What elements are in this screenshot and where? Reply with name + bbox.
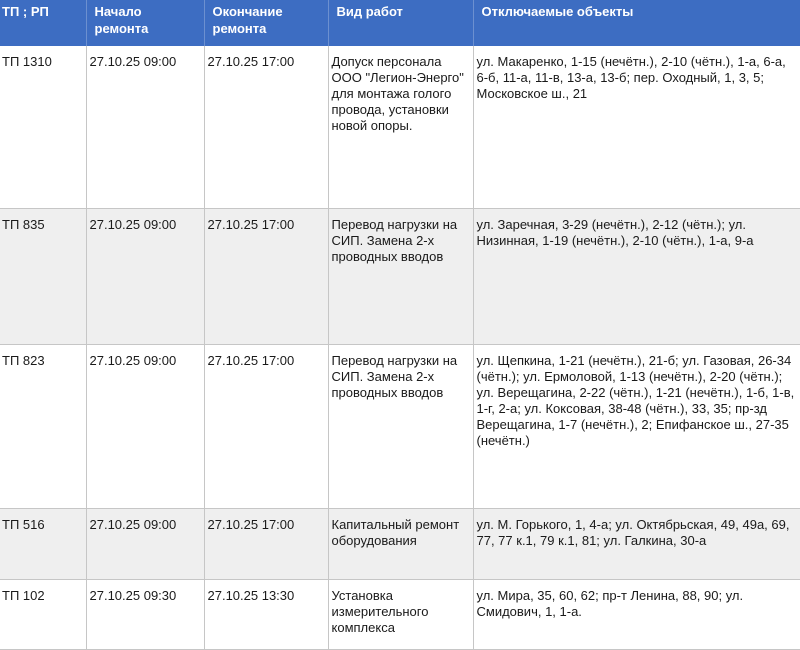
header-start: Начало ремонта <box>86 0 204 46</box>
cell-objects: ул. Щепкина, 1-21 (нечётн.), 21-б; ул. Газовая, 26-34 (чётн.); ул. Ермоловой, 1-13 (нечётн.), 2-20 (чётн.); ул. Верещагина, 2-22 (чётн.), 1-21 (нечётн.), 1-б, 1-в, 1-г, 2-а; ул. Коксовая, 38-48 (чётн.), 33, 35; пр-зд Верещагина, 1-7 (нечётн.), 2; Епифанское ш., 27-35 (нечётн.) <box>473 344 800 508</box>
header-tp: ТП ; РП <box>0 0 86 46</box>
cell-end: 27.10.25 13:30 <box>204 579 328 649</box>
cell-work: Установка измерительного комплекса <box>328 579 473 649</box>
cell-end: 27.10.25 17:00 <box>204 344 328 508</box>
cell-work: Перевод нагрузки на СИП. Замена 2-х проводных вводов <box>328 344 473 508</box>
header-work: Вид работ <box>328 0 473 46</box>
cell-objects: ул. М. Горького, 1, 4-а; ул. Октябрьская, 49, 49а, 69, 77, 77 к.1, 79 к.1, 81; ул. Галкина, 30-а <box>473 508 800 579</box>
cell-start: 27.10.25 09:00 <box>86 208 204 344</box>
cell-tp: ТП 835 <box>0 208 86 344</box>
cell-tp: ТП 102 <box>0 579 86 649</box>
table-row <box>0 46 800 208</box>
cell-end: 27.10.25 17:00 <box>204 46 328 208</box>
table-row <box>0 579 800 649</box>
table-row <box>0 208 800 344</box>
cell-tp: ТП 1310 <box>0 46 86 208</box>
cell-objects: ул. Мира, 35, 60, 62; пр-т Ленина, 88, 90; ул. Смидович, 1, 1-а. <box>473 579 800 649</box>
cell-start: 27.10.25 09:00 <box>86 46 204 208</box>
table-body <box>0 46 800 649</box>
cell-work: Капитальный ремонт оборудования <box>328 508 473 579</box>
cell-start: 27.10.25 09:00 <box>86 344 204 508</box>
header-objects: Отключаемые объекты <box>473 0 800 46</box>
cell-end: 27.10.25 17:00 <box>204 508 328 579</box>
cell-objects: ул. Заречная, 3-29 (нечётн.), 2-12 (чётн.); ул. Низинная, 1-19 (нечётн.), 2-10 (чётн.), 1-а, 9-а <box>473 208 800 344</box>
cell-end: 27.10.25 17:00 <box>204 208 328 344</box>
cell-tp: ТП 516 <box>0 508 86 579</box>
table-row <box>0 344 800 508</box>
cell-start: 27.10.25 09:00 <box>86 508 204 579</box>
cell-work: Перевод нагрузки на СИП. Замена 2-х проводных вводов <box>328 208 473 344</box>
header-end: Окончание ремонта <box>204 0 328 46</box>
cell-objects: ул. Макаренко, 1-15 (нечётн.), 2-10 (чётн.), 1-а, 6-а, 6-б, 11-а, 11-в, 13-а, 13-б; пер. Оходный, 1, 3, 5; Московское ш., 21 <box>473 46 800 208</box>
cell-work: Допуск персонала ООО "Легион-Энерго" для монтажа голого провода, установки новой опоры. <box>328 46 473 208</box>
table-header <box>0 0 800 46</box>
cell-start: 27.10.25 09:30 <box>86 579 204 649</box>
header-row <box>0 0 800 46</box>
cell-tp: ТП 823 <box>0 344 86 508</box>
table-row <box>0 508 800 579</box>
